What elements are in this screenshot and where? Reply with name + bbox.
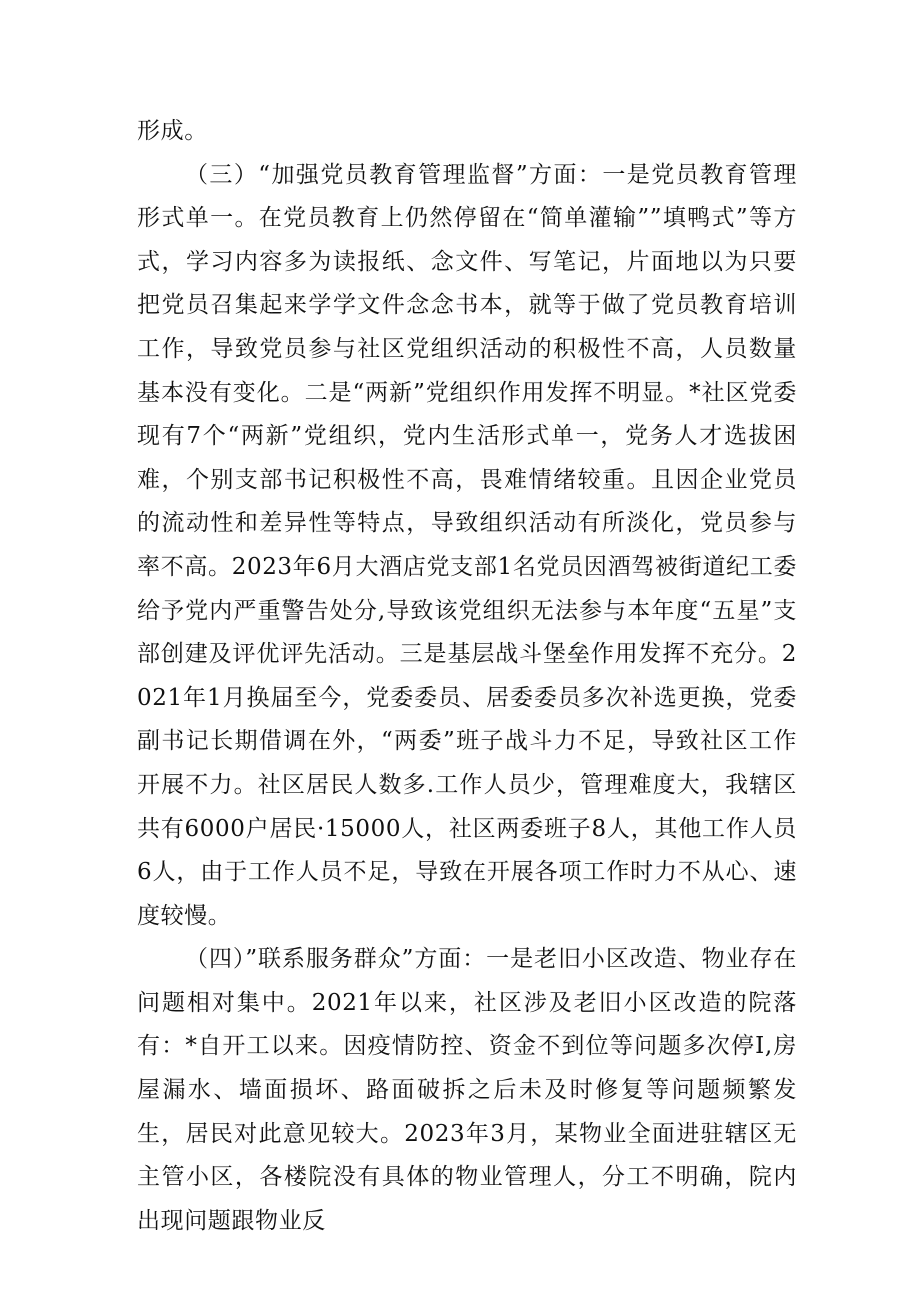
paragraph-section-three: （三）“加强党员教育管理监督”方面：一是党员教育管理形式单一。在党员教育上仍然停留在“简单灌输””填鸭式”等方式，学习内容多为读报纸、念文件、写笔记，片面地以为只要把党员召集起来学学文件念念书本，就等于做了党员教育培训工作，导致党员参与社区党组织活动的积极性不高，人员数量基本没有变化。二是“两新”党组织作用发挥不明显。*社区党委现有7个“两新”党组织，党内生活形式单一，党务人才选拔困难，个别支部书记积极性不高，畏难情绪较重。且因企业党员的流动性和差异性等特点，导致组织活动有所淡化，党员参与率不高。2023年6月大酒店党支部1名党员因酒驾被街道纪工委给予党内严重警告处分,导致该党组织无法参与本年度“五星”支部创建及评优评先活动。三是基层战斗堡垒作用发挥不充分。2021年1月换届至今，党委委员、居委委员多次补选更换，党委副书记长期借调在外，“两委”班子战斗力不足，导致社区工作开展不力。社区居民人数多.工作人员少，管理难度大，我辖区共有6000户居民·15000人，社区两委班子8人，其他工作人员6人，由于工作人员不足，导致在开展各项工作时力不从心、速度较慢。 (137, 161, 797, 929)
document-body (137, 110, 797, 1243)
paragraph-continuation: 形成。 (137, 118, 208, 144)
paragraph-section-four: （四）”联系服务群众”方面：一是老旧小区改造、物业存在问题相对集中。2021年以来，社区涉及老旧小区改造的院落有：*自开工以来。因疫情防控、资金不到位等问题多次停I,房屋漏水、墙面损坏、路面破拆之后未及时修复等问题频繁发生，居民对此意见较大。2023年3月，某物业全面进驻辖区无主管小区，各楼院没有具体的物业管理人，分工不明确，院内出现问题跟物业反 (137, 946, 797, 1234)
